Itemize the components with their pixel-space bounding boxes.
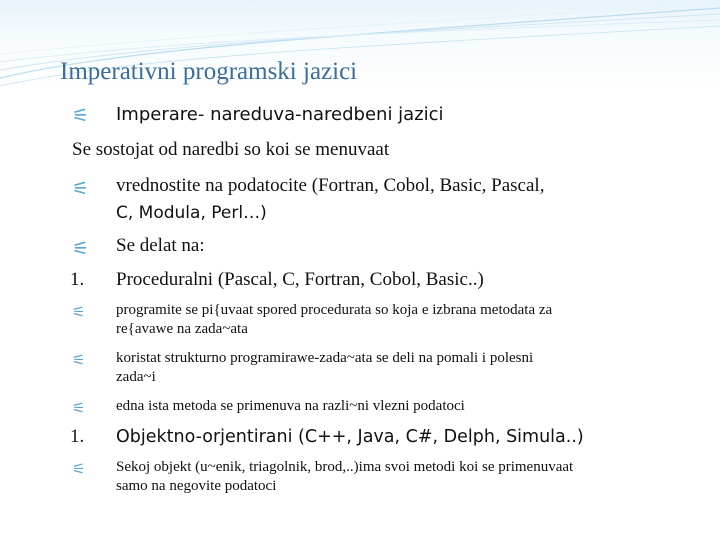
item-text-line2: re{avawe na zada~ata <box>116 321 248 337</box>
bullet-icon: ⚟ <box>72 399 86 417</box>
item-text-line1: Sekoj objekt (u~enik, triagolnik, brod,..)ima svoi metodi koi se primenuvaat <box>116 459 574 475</box>
list-item <box>0 398 720 420</box>
bullet-icon: ⚟ <box>72 303 86 321</box>
bullet-icon: ⚟ <box>72 460 86 478</box>
item-number: 1. <box>70 269 85 290</box>
item-text-line1: koristat strukturno programirawe-zada~ata se deli na pomali i polesni <box>116 350 534 366</box>
item-text-line2: zada~i <box>116 369 156 385</box>
numbered-item <box>0 269 720 295</box>
bullet-icon: ⚟ <box>72 178 90 200</box>
list-item <box>0 302 720 342</box>
item-text: edna ista metoda se primenuva na razli~ni vlezni podatoci <box>116 398 465 414</box>
item-number: 1. <box>70 426 85 447</box>
item-text-line1: vrednostite na podatocite (Fortran, Cobol, Basic, Pascal, <box>116 175 545 196</box>
list-item <box>0 459 720 499</box>
slide-title: Imperativni programski jazici <box>60 58 358 85</box>
list-item <box>0 102 720 128</box>
item-text: Proceduralni (Pascal, C, Fortran, Cobol, Basic..) <box>116 269 484 290</box>
numbered-item <box>0 426 720 452</box>
bullet-icon: ⚟ <box>72 105 90 127</box>
list-item <box>0 350 720 390</box>
item-text: Imperare- nareduva-naredbeni jazici <box>116 104 444 125</box>
list-item <box>0 235 720 261</box>
list-item <box>0 139 720 165</box>
list-item <box>0 175 720 231</box>
item-text: Se sostojat od naredbi so koi se menuvaat <box>72 139 390 160</box>
bullet-icon: ⚟ <box>72 351 86 369</box>
bullet-icon: ⚟ <box>72 238 90 260</box>
item-text: Objektno-orjentirani (C++, Java, C#, Delph, Simula..) <box>116 427 584 447</box>
item-text-line1: programite se pi{uvaat spored procedurata so koja e izbrana metodata za <box>116 302 553 318</box>
item-text-line2: C, Modula, Perl…) <box>116 203 267 223</box>
item-text-line2: samo na negovite podatoci <box>116 478 277 494</box>
item-text: Se delat na: <box>116 235 205 256</box>
